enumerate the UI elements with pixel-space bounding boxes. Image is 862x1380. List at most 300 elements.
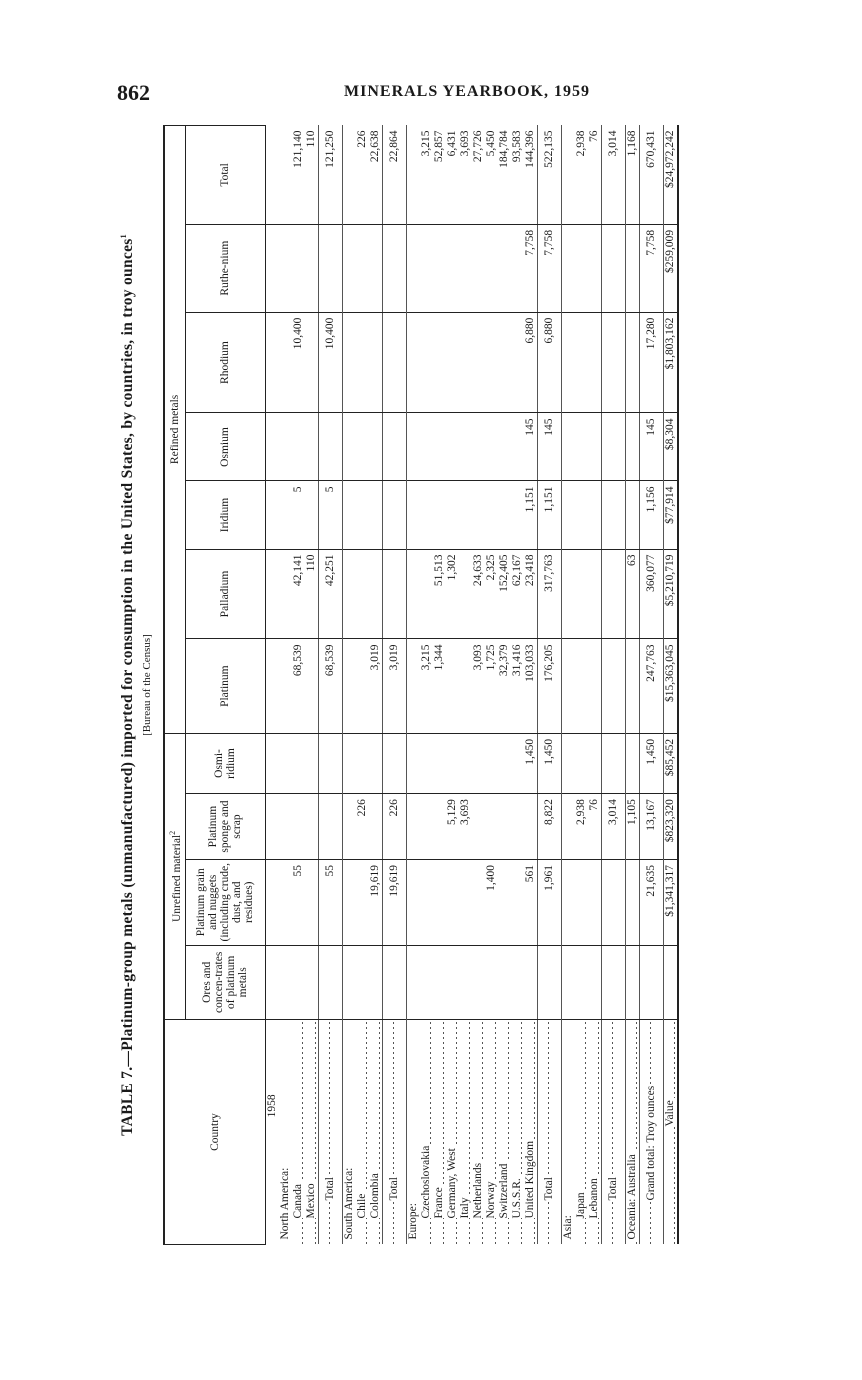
table-cell [601, 413, 625, 481]
row-label [342, 1020, 356, 1245]
table-cell [292, 413, 305, 481]
table-cell: 62,167 [511, 549, 524, 639]
table-row [639, 126, 663, 1245]
table-cell [265, 549, 279, 639]
row-label-text: U.S.S.R. [510, 1178, 523, 1219]
table-row [318, 126, 342, 1245]
row-label-text: Total [323, 1177, 336, 1201]
row-label [639, 1020, 663, 1245]
table-cell [342, 945, 356, 1020]
table-cell [342, 639, 356, 733]
table-cell [318, 945, 342, 1020]
table-cell: 121,140 [292, 126, 305, 225]
table-cell: $259,009 [663, 224, 678, 312]
table-cell: 2,938 [575, 794, 588, 860]
table-cell [639, 945, 663, 1020]
table-cell [511, 945, 524, 1020]
table-cell [588, 945, 602, 1020]
table-cell [292, 224, 305, 312]
table-cell [601, 859, 625, 945]
table-cell: $1,341,317 [663, 859, 678, 945]
table-cell [382, 413, 406, 481]
table-row [625, 126, 639, 1245]
table-cell [342, 126, 356, 225]
table-cell: 19,619 [382, 859, 406, 945]
table-cell [382, 312, 406, 413]
table-cell [342, 549, 356, 639]
table-cell [485, 413, 498, 481]
row-label [382, 1020, 406, 1245]
table-row [588, 126, 602, 1245]
table-cell [356, 312, 369, 413]
row-label-text: Czechoslovakia [419, 1145, 432, 1219]
table-cell: 6,880 [524, 312, 538, 413]
row-label [420, 1020, 433, 1245]
table-cell: 1,961 [537, 859, 561, 945]
table-cell [459, 224, 472, 312]
table-cell [575, 481, 588, 549]
table-cell [406, 794, 420, 860]
table-cell: 1,400 [485, 859, 498, 945]
table-cell: 42,141 [292, 549, 305, 639]
table-cell: 6,880 [537, 312, 561, 413]
table-cell [265, 945, 279, 1020]
table-cell: 3,215 [420, 126, 433, 225]
table-cell: 68,539 [292, 639, 305, 733]
table-cell: 93,583 [511, 126, 524, 225]
row-label-text: Canada [291, 1184, 304, 1219]
table-cell [601, 945, 625, 1020]
table-cell [369, 224, 383, 312]
table-cell [420, 312, 433, 413]
table-cell: 3,693 [459, 126, 472, 225]
table-cell [342, 312, 356, 413]
table-cell: $77,914 [663, 481, 678, 549]
table-cell: 21,635 [639, 859, 663, 945]
table-cell: 24,633 [472, 549, 485, 639]
table-cell [588, 639, 602, 733]
row-label-text: Total [387, 1177, 400, 1201]
table-cell: 670,431 [639, 126, 663, 225]
table-cell [575, 639, 588, 733]
table-cell: 3,215 [420, 639, 433, 733]
table-cell [292, 733, 305, 793]
table-cell [318, 413, 342, 481]
table-cell [356, 733, 369, 793]
row-label-text: Europe: [406, 1203, 419, 1240]
table-cell: 1,344 [433, 639, 446, 733]
table-cell [561, 794, 575, 860]
table-cell [279, 481, 292, 549]
table-cell: 3,693 [459, 794, 472, 860]
row-label [292, 1020, 305, 1245]
table-cell [265, 312, 279, 413]
row-label-text: South America: [342, 1167, 355, 1240]
table-cell [459, 859, 472, 945]
table-cell: 1,725 [485, 639, 498, 733]
refined-group-header: Refined metals [164, 126, 185, 734]
table-cell [279, 312, 292, 413]
table-row [420, 126, 433, 1245]
table-cell: 1,105 [625, 794, 639, 860]
row-label-text: Total [542, 1177, 555, 1201]
table-cell [511, 413, 524, 481]
row-label-text: United Kingdom [523, 1140, 536, 1219]
table-cell [588, 312, 602, 413]
table-cell [459, 549, 472, 639]
table-row [342, 126, 356, 1245]
table-cell [625, 945, 639, 1020]
table-cell [561, 224, 575, 312]
row-label-text: France [432, 1187, 445, 1219]
table-cell: 226 [356, 794, 369, 860]
table-row [485, 126, 498, 1245]
table-cell: 144,396 [524, 126, 538, 225]
table-cell [625, 481, 639, 549]
table-row [305, 126, 319, 1245]
col-grain-header: Platinum grain and nuggets (including crude, dust, and residues) [185, 859, 265, 945]
col-osmium-header: Osmium [185, 413, 265, 481]
table-cell [459, 945, 472, 1020]
table-cell [663, 945, 678, 1020]
table-row [498, 126, 511, 1245]
table-cell [498, 481, 511, 549]
table-cell: 110 [305, 549, 319, 639]
table-cell [342, 224, 356, 312]
table-cell [433, 481, 446, 549]
table-cell: 1,168 [625, 126, 639, 225]
table-cell [279, 224, 292, 312]
row-label [472, 1020, 485, 1245]
table-cell [459, 413, 472, 481]
table-cell [420, 859, 433, 945]
table-cell [420, 945, 433, 1020]
table-cell [342, 794, 356, 860]
table-cell [305, 794, 319, 860]
col-osmiridium-header: Osmi-ridium [185, 733, 265, 793]
table-cell [498, 413, 511, 481]
row-label [406, 1020, 420, 1245]
table-cell: 55 [292, 859, 305, 945]
row-label [433, 1020, 446, 1245]
table-cell: 3,093 [472, 639, 485, 733]
row-label [498, 1020, 511, 1245]
col-rhodium-header: Rhodium [185, 312, 265, 413]
table-cell [369, 794, 383, 860]
row-label [663, 1020, 678, 1245]
table-cell [433, 794, 446, 860]
table-cell [472, 945, 485, 1020]
table-cell [625, 224, 639, 312]
table-cell [485, 733, 498, 793]
row-label-text: Asia: [561, 1215, 574, 1240]
table-cell [459, 312, 472, 413]
table-cell: 561 [524, 859, 538, 945]
table-cell [561, 945, 575, 1020]
row-label-text: 1958 [265, 1094, 278, 1118]
table-cell [485, 481, 498, 549]
table-cell [588, 481, 602, 549]
table-cell [305, 639, 319, 733]
table-cell: 23,418 [524, 549, 538, 639]
table-cell [601, 639, 625, 733]
table-cell: 13,167 [639, 794, 663, 860]
table-cell [420, 224, 433, 312]
table-cell [446, 639, 459, 733]
table-row [369, 126, 383, 1245]
table-cell: 1,450 [537, 733, 561, 793]
table-cell [446, 312, 459, 413]
table-title-text: TABLE 7.—Platinum-group metals (unmanufactured) imported for consumption in the United States, by countries, in troy ounces [119, 238, 137, 1136]
table-subtitle: [Bureau of the Census] [141, 634, 153, 736]
table-cell [265, 639, 279, 733]
table-cell [433, 945, 446, 1020]
table-cell [561, 312, 575, 413]
table-row [524, 126, 538, 1245]
row-label [459, 1020, 472, 1245]
table-cell [446, 945, 459, 1020]
table-cell [406, 126, 420, 225]
table-cell [420, 549, 433, 639]
unrefined-group-header [164, 733, 185, 1019]
table-cell: 110 [305, 126, 319, 225]
table-cell [342, 481, 356, 549]
table-cell: 17,280 [639, 312, 663, 413]
col-sponge-header: Platinum sponge and scrap [185, 794, 265, 860]
table-cell: 52,857 [433, 126, 446, 225]
table-cell [601, 733, 625, 793]
table-cell: 247,763 [639, 639, 663, 733]
table-cell [369, 312, 383, 413]
row-label-text: Japan [574, 1192, 587, 1219]
table-cell [406, 945, 420, 1020]
row-label-text: Chile [355, 1193, 368, 1219]
table-cell [356, 413, 369, 481]
table-cell: 226 [382, 794, 406, 860]
table-cell: 1,156 [639, 481, 663, 549]
table-cell [279, 639, 292, 733]
table-row [663, 126, 678, 1245]
row-label [575, 1020, 588, 1245]
table-cell [485, 224, 498, 312]
row-label-text: Italy [458, 1197, 471, 1219]
table-cell [472, 413, 485, 481]
table-cell: 42,251 [318, 549, 342, 639]
table-cell: 3,019 [369, 639, 383, 733]
table-cell [601, 481, 625, 549]
col-platinum-header: Platinum [185, 639, 265, 733]
table-cell: 5,129 [446, 794, 459, 860]
table-cell: 3,014 [601, 794, 625, 860]
table-cell [575, 859, 588, 945]
table-cell [575, 945, 588, 1020]
table-cell [265, 413, 279, 481]
table-cell [625, 733, 639, 793]
unrefined-footnote: 2 [168, 830, 177, 835]
table-cell [342, 413, 356, 481]
table-cell: 10,400 [318, 312, 342, 413]
row-label [369, 1020, 383, 1245]
row-label [265, 1020, 279, 1245]
row-label [356, 1020, 369, 1245]
row-label-text: North America: [278, 1167, 291, 1240]
table-cell [472, 224, 485, 312]
table-cell [601, 549, 625, 639]
row-label-text: Lebanon [587, 1178, 600, 1219]
table-cell [498, 945, 511, 1020]
table-cell [511, 481, 524, 549]
row-label [588, 1020, 602, 1245]
table-cell: $8,304 [663, 413, 678, 481]
table-row [292, 126, 305, 1245]
table-row [561, 126, 575, 1245]
table-cell [382, 733, 406, 793]
running-head: MINERALS YEARBOOK, 1959 [344, 83, 590, 100]
table-cell [524, 794, 538, 860]
table-cell [625, 639, 639, 733]
table-cell: 1,450 [639, 733, 663, 793]
table-cell [382, 549, 406, 639]
table-cell [342, 859, 356, 945]
table-cell: 145 [537, 413, 561, 481]
table-cell [446, 481, 459, 549]
table-cell: 63 [625, 549, 639, 639]
row-label-text: Grand total: Troy ounces [644, 1085, 657, 1201]
table-cell: 7,758 [639, 224, 663, 312]
table-cell: 176,205 [537, 639, 561, 733]
table-cell [279, 945, 292, 1020]
table-row [382, 126, 406, 1245]
table-row [575, 126, 588, 1245]
table-cell [446, 224, 459, 312]
table-cell [601, 312, 625, 413]
table-cell [279, 549, 292, 639]
row-label-text: Value [663, 1100, 676, 1127]
page-number: 862 [117, 80, 150, 105]
col-total-header: Total [185, 126, 265, 225]
table-cell: $5,210,719 [663, 549, 678, 639]
table-cell: 22,864 [382, 126, 406, 225]
table-cell: 2,938 [575, 126, 588, 225]
table-cell [265, 224, 279, 312]
table-cell [420, 794, 433, 860]
table-cell [524, 945, 538, 1020]
row-label [601, 1020, 625, 1245]
table-row [356, 126, 369, 1245]
table-cell [433, 413, 446, 481]
table-row [537, 126, 561, 1245]
imports-table [163, 125, 679, 1245]
table-cell [382, 481, 406, 549]
table-cell [305, 413, 319, 481]
table-cell [561, 639, 575, 733]
table-cell: 19,619 [369, 859, 383, 945]
table-cell: 8,822 [537, 794, 561, 860]
table-cell [305, 224, 319, 312]
table-cell [292, 794, 305, 860]
row-label [485, 1020, 498, 1245]
table-cell [485, 794, 498, 860]
row-label [524, 1020, 538, 1245]
table-cell [588, 733, 602, 793]
table-cell: $85,452 [663, 733, 678, 793]
row-label [279, 1020, 292, 1245]
table-cell [511, 733, 524, 793]
table-cell: 31,416 [511, 639, 524, 733]
table-cell: 121,250 [318, 126, 342, 225]
table-cell [459, 733, 472, 793]
table-cell [265, 126, 279, 225]
table-cell [420, 413, 433, 481]
row-label [446, 1020, 459, 1245]
table-cell [356, 859, 369, 945]
row-label-text: Netherlands [471, 1162, 484, 1219]
table-cell: 1,450 [524, 733, 538, 793]
title-footnote: 1 [119, 234, 128, 239]
table-cell [575, 413, 588, 481]
table-cell [511, 859, 524, 945]
table-cell [433, 733, 446, 793]
table-cell [369, 413, 383, 481]
table-cell [305, 859, 319, 945]
table-cell [382, 224, 406, 312]
table-cell [406, 639, 420, 733]
table-cell [561, 859, 575, 945]
table-cell [561, 413, 575, 481]
table-cell [498, 312, 511, 413]
col-ruthenium-header: Ruthe-nium [185, 224, 265, 312]
table-cell [406, 549, 420, 639]
table-cell [472, 312, 485, 413]
table-cell [369, 549, 383, 639]
unrefined-group-text: Unrefined material [170, 834, 183, 923]
table-body [265, 126, 678, 1245]
table-row [265, 126, 279, 1245]
table-row [459, 126, 472, 1245]
table-cell [356, 639, 369, 733]
table-cell [601, 224, 625, 312]
row-label [537, 1020, 561, 1245]
table-cell [318, 224, 342, 312]
table-cell: 103,033 [524, 639, 538, 733]
table-cell [537, 945, 561, 1020]
table-row [406, 126, 420, 1245]
table-cell [305, 733, 319, 793]
table-cell [625, 859, 639, 945]
table-cell: 76 [588, 794, 602, 860]
row-label-text: Colombia [368, 1173, 381, 1219]
table-cell [265, 794, 279, 860]
row-label [318, 1020, 342, 1245]
row-label-text: Switzerland [497, 1163, 510, 1219]
country-header: Country [164, 1020, 265, 1245]
row-label-text: Oceania: Australia [625, 1154, 638, 1240]
table-cell [588, 549, 602, 639]
table-cell [420, 481, 433, 549]
table-cell: 152,405 [498, 549, 511, 639]
table-cell [356, 481, 369, 549]
table-cell [575, 733, 588, 793]
table-cell [406, 413, 420, 481]
table-cell [459, 639, 472, 733]
table-cell: 1,302 [446, 549, 459, 639]
col-ores-header: Ores and concen-trates of platinum metals [185, 945, 265, 1020]
table-cell [382, 945, 406, 1020]
row-label [305, 1020, 319, 1245]
table-cell: 317,763 [537, 549, 561, 639]
row-label [511, 1020, 524, 1245]
table-cell [342, 733, 356, 793]
